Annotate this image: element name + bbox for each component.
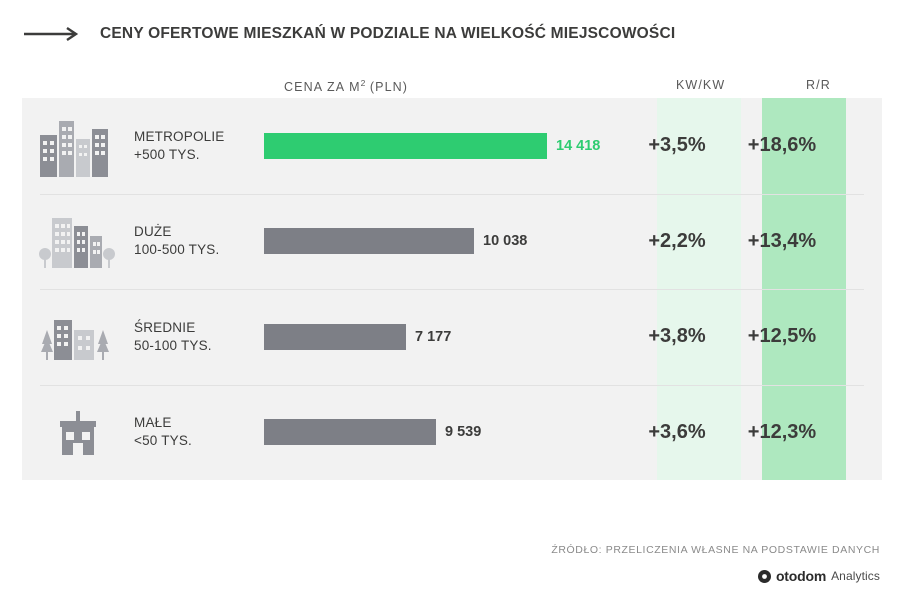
bar [264, 228, 474, 254]
row-label-line1: MAŁE [134, 415, 172, 431]
column-header-price-suffix: (PLN) [365, 80, 409, 95]
row-label-line2: <50 TYS. [134, 433, 193, 449]
brand-lockup [551, 568, 880, 584]
brand-name: otodom [775, 568, 827, 584]
row-label [134, 414, 264, 450]
qq-value: +2,2% [648, 229, 706, 252]
bar [264, 324, 406, 350]
qq-value: +3,5% [648, 134, 706, 157]
table-row [22, 194, 882, 290]
page-header [0, 0, 904, 54]
column-header-price-sup: 2 [360, 78, 366, 88]
row-label-line1: DUŻE [134, 224, 172, 240]
table-row [22, 98, 882, 194]
bar-value: 10 038 [483, 233, 528, 250]
bar-value: 7 177 [415, 328, 452, 345]
column-headers [0, 54, 904, 98]
yy-value: +12,5% [747, 325, 817, 348]
medium-town-buildings-icon [22, 289, 134, 385]
row-label-line1: ŚREDNIE [134, 319, 196, 335]
source-note: ŹRÓDŁO: PRZELICZENIA WŁASNE NA PODSTAWIE DANYCH [551, 544, 880, 556]
row-label-line2: 50-100 TYS. [134, 337, 212, 353]
yy-value: +13,4% [747, 229, 817, 252]
bar-value: 14 418 [556, 137, 601, 154]
chart-footer [551, 544, 880, 584]
small-town-house-icon [22, 385, 134, 481]
large-city-buildings-icon [22, 194, 134, 290]
chart-area [22, 98, 882, 480]
column-header-price [284, 78, 408, 94]
row-label-line2: +500 TYS. [134, 146, 200, 162]
page-title: CENY OFERTOWE MIESZKAŃ W PODZIALE NA WIELKOŚĆ MIEJSCOWOŚCI [100, 25, 676, 42]
bar [264, 419, 436, 445]
row-label [134, 223, 264, 259]
table-row [22, 289, 882, 385]
column-header-qq: KW/KW [676, 78, 726, 92]
yy-value: +12,3% [747, 420, 817, 443]
row-label [134, 319, 264, 355]
yy-value: +18,6% [747, 134, 817, 157]
qq-value: +3,8% [648, 325, 706, 348]
column-header-price-prefix: CENA ZA M [284, 80, 361, 95]
row-label-line1: METROPOLIE [134, 128, 225, 144]
chart-rows [22, 98, 882, 480]
row-label-line2: 100-500 TYS. [134, 242, 220, 258]
otodom-logo-icon [758, 570, 771, 583]
brand-subtitle: Analytics [831, 569, 880, 583]
column-header-yy: R/R [806, 78, 831, 92]
table-row [22, 385, 882, 481]
bar [264, 133, 547, 159]
bar-value: 9 539 [445, 424, 482, 441]
row-label [134, 128, 264, 164]
metropolis-skyline-icon [22, 98, 134, 194]
arrow-right-icon [24, 25, 82, 43]
qq-value: +3,6% [648, 420, 706, 443]
